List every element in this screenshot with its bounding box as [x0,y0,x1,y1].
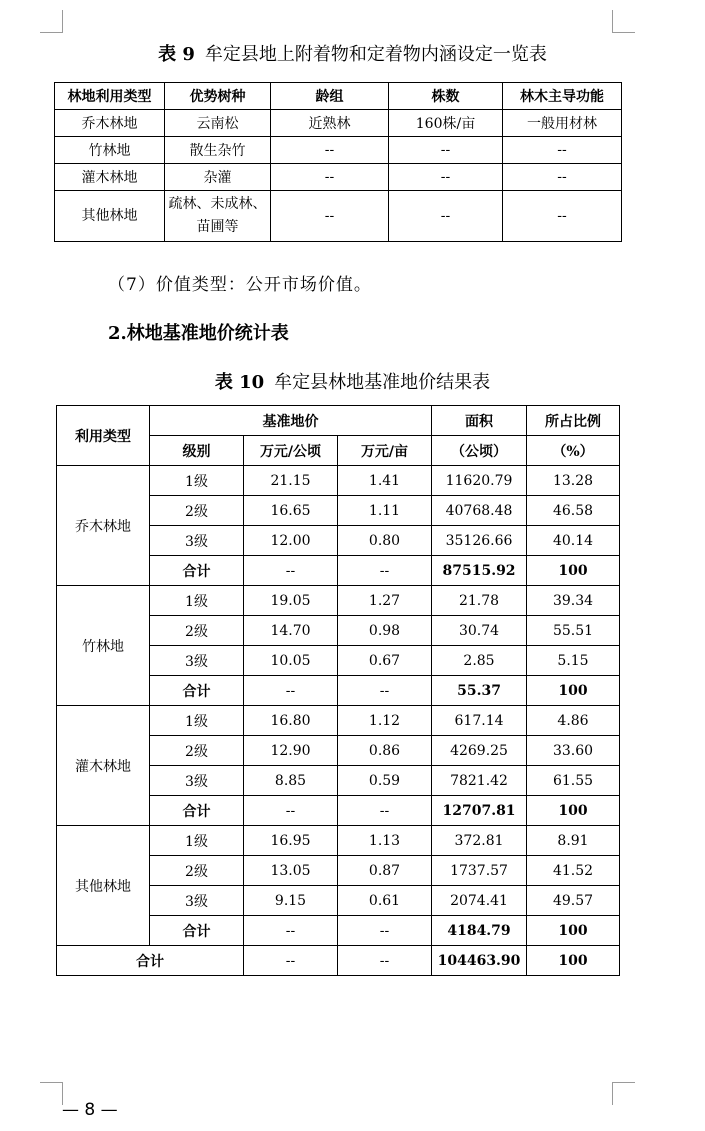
table10-cell: 1.11 [338,496,432,526]
table10-total-cell: -- [244,946,338,976]
table10-cell: 7821.42 [432,766,527,796]
table9-caption [0,40,705,66]
table9-cell: -- [389,191,503,242]
table10-total-cell: 100 [527,946,620,976]
table10-cell: 合计 [150,556,244,586]
table10-cell: 1.41 [338,466,432,496]
table10-cell: 12.90 [244,736,338,766]
table10-header-cell: 面积 [432,406,527,436]
table9-cell: -- [389,164,503,191]
table10-cell: -- [244,796,338,826]
table10-cell: 12.00 [244,526,338,556]
table-row [57,946,620,976]
table10 [56,405,620,976]
table9-cell: 竹林地 [55,137,165,164]
table10-cell: 8.85 [244,766,338,796]
table10-cell: 2.85 [432,646,527,676]
table10-cell: 1级 [150,466,244,496]
table9-cell: -- [271,164,389,191]
table-row [57,826,620,856]
table10-header-cell: （公顷） [432,436,527,466]
table10-cell: 合计 [150,676,244,706]
table10-cell: 13.05 [244,856,338,886]
table10-cell: 87515.92 [432,556,527,586]
table10-cell: 40.14 [527,526,620,556]
table10-cell: 3级 [150,766,244,796]
crop-mark-top-left [40,10,63,33]
table9-cell: -- [271,191,389,242]
table9-cell: -- [503,164,622,191]
table10-header-cell: 基准地价 [150,406,432,436]
crop-mark-bottom-right [612,1082,635,1105]
table9-cell: 杂灌 [165,164,271,191]
table10-cell: 合计 [150,796,244,826]
table10-title: 牟定县林地基准地价结果表 [274,372,491,393]
table10-cell: 19.05 [244,586,338,616]
table10-cell: -- [244,556,338,586]
table9-title: 牟定县地上附着物和定着物内涵设定一览表 [204,44,547,65]
table10-cell: 2级 [150,736,244,766]
table9-number: 表 9 [158,44,195,65]
table-row [55,191,622,242]
table10-group-name: 竹林地 [57,586,150,706]
table10-cell: 100 [527,796,620,826]
table9-header-cell: 林地利用类型 [55,83,165,110]
table10-cell: 4269.25 [432,736,527,766]
table10-cell: 16.80 [244,706,338,736]
table9-cell: -- [271,137,389,164]
table9-header-row [55,83,622,110]
table10-cell: 1级 [150,706,244,736]
table10-cell: 5.15 [527,646,620,676]
table10-cell: 10.05 [244,646,338,676]
table10-cell: 100 [527,916,620,946]
table10-cell: 13.28 [527,466,620,496]
table10-cell: 1737.57 [432,856,527,886]
table10-cell: 1级 [150,586,244,616]
table-row [55,164,622,191]
table10-header-cell: 利用类型 [57,406,150,466]
table10-cell: 0.86 [338,736,432,766]
table10-cell: 41.52 [527,856,620,886]
table10-cell: 33.60 [527,736,620,766]
table-row [57,586,620,616]
table10-header-cell: 万元/公顷 [244,436,338,466]
table10-cell: 35126.66 [432,526,527,556]
table9-cell: 灌木林地 [55,164,165,191]
table10-cell: -- [244,916,338,946]
table10-cell: 合计 [150,916,244,946]
table10-cell: 1.27 [338,586,432,616]
table10-group-name: 其他林地 [57,826,150,946]
table10-cell: 1.12 [338,706,432,736]
table-row [55,110,622,137]
table10-cell: 30.74 [432,616,527,646]
table10-cell: 0.61 [338,886,432,916]
table10-header-row [57,406,620,436]
table10-cell: -- [338,796,432,826]
table9-cell: -- [389,137,503,164]
table10-cell: 11620.79 [432,466,527,496]
table9-cell: 云南松 [165,110,271,137]
table9-cell: 近熟林 [271,110,389,137]
table10-cell: 4.86 [527,706,620,736]
table10-cell: 21.15 [244,466,338,496]
table9-header-cell: 优势树种 [165,83,271,110]
table10-total-cell: 104463.90 [432,946,527,976]
table9-header-cell: 株数 [389,83,503,110]
table10-group-name: 灌木林地 [57,706,150,826]
table10-cell: 16.65 [244,496,338,526]
table10-header-cell: 级别 [150,436,244,466]
table10-cell: 2级 [150,856,244,886]
table-row [57,706,620,736]
table10-number: 表 10 [214,372,265,393]
table10-cell: 2074.41 [432,886,527,916]
table10-cell: 39.34 [527,586,620,616]
table9-header-cell: 林木主导功能 [503,83,622,110]
table10-cell: 21.78 [432,586,527,616]
section-heading: 2.林地基准地价统计表 [108,323,289,344]
table10-cell: 3级 [150,526,244,556]
table10-body [57,466,620,976]
table10-header-cell: 所占比例 [527,406,620,436]
table10-total-cell: 合计 [57,946,244,976]
table10-cell: 100 [527,556,620,586]
table10-cell: 55.37 [432,676,527,706]
table10-cell: 3级 [150,646,244,676]
table10-cell: 1级 [150,826,244,856]
table9-cell: 疏林、未成林、苗圃等 [165,191,271,242]
table10-cell: 1.13 [338,826,432,856]
table10-cell: 3级 [150,886,244,916]
table9-cell: 其他林地 [55,191,165,242]
table10-cell: 61.55 [527,766,620,796]
table10-cell: 8.91 [527,826,620,856]
table10-cell: 14.70 [244,616,338,646]
table10-cell: -- [244,676,338,706]
page-number: — 8 — [62,1100,118,1120]
table-row [57,466,620,496]
table10-cell: -- [338,676,432,706]
table10-cell: 0.87 [338,856,432,886]
table9 [54,82,622,242]
table9-cell: 乔木林地 [55,110,165,137]
table10-cell: -- [338,916,432,946]
table10-cell: 12707.81 [432,796,527,826]
table10-cell: 2级 [150,496,244,526]
crop-mark-bottom-left [40,1082,63,1105]
table10-cell: 40768.48 [432,496,527,526]
table10-cell: 0.80 [338,526,432,556]
table10-cell: 0.67 [338,646,432,676]
value-type-paragraph: （7）价值类型：公开市场价值。 [108,275,372,295]
table10-cell: 0.59 [338,766,432,796]
table9-header-cell: 龄组 [271,83,389,110]
table10-cell: 2级 [150,616,244,646]
table10-cell: 49.57 [527,886,620,916]
table10-cell: 9.15 [244,886,338,916]
table-row [55,137,622,164]
table9-cell: 一般用材林 [503,110,622,137]
table10-cell: 372.81 [432,826,527,856]
table10-cell: 46.58 [527,496,620,526]
table9-cell: 散生杂竹 [165,137,271,164]
table10-cell: 16.95 [244,826,338,856]
table10-caption [0,368,705,394]
table9-cell: -- [503,137,622,164]
table10-header-cell: （%） [527,436,620,466]
table10-cell: 617.14 [432,706,527,736]
table10-cell: 4184.79 [432,916,527,946]
table10-cell: 55.51 [527,616,620,646]
table10-cell: -- [338,556,432,586]
crop-mark-top-right [612,10,635,33]
table10-header-cell: 万元/亩 [338,436,432,466]
table10-cell: 100 [527,676,620,706]
table10-group-name: 乔木林地 [57,466,150,586]
table9-cell: 160株/亩 [389,110,503,137]
table10-total-cell: -- [338,946,432,976]
table10-cell: 0.98 [338,616,432,646]
table9-cell: -- [503,191,622,242]
